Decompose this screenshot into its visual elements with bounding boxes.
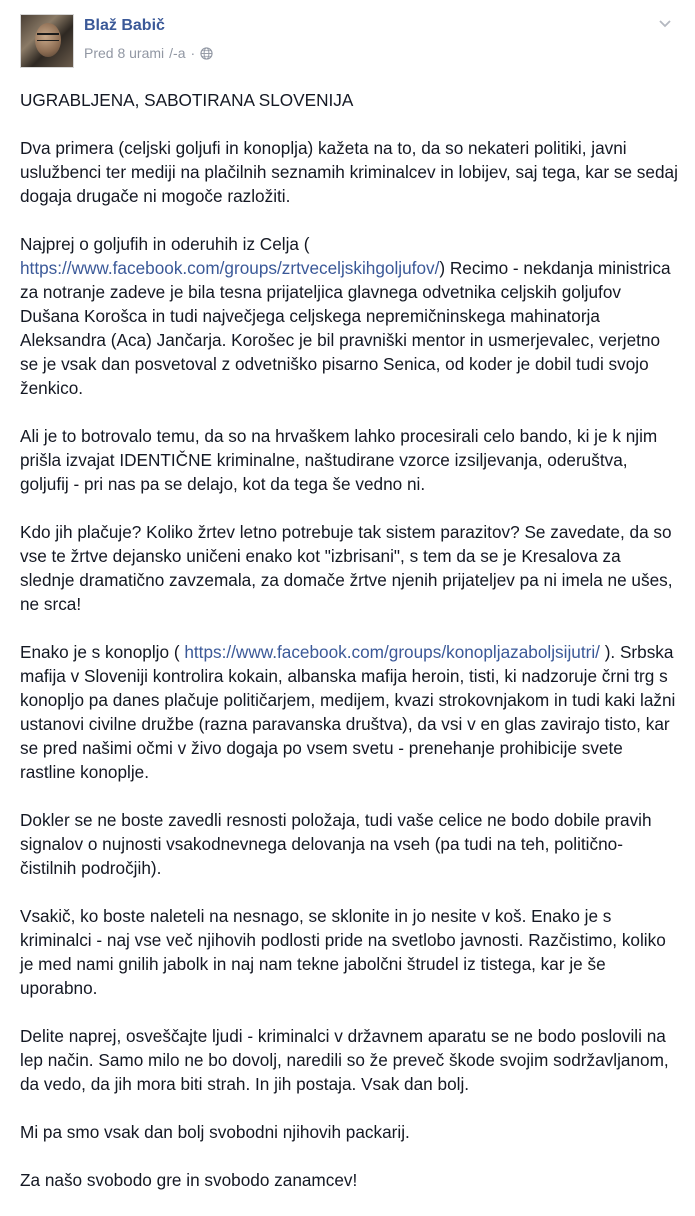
paragraph-5-text: ). Srbska mafija v Sloveniji kontrolira kokain, albanska mafija heroin, tisti, ki nadzoruje črni trg s konopljo pa danes plačuje političarjem, medijem, kvazi strokovnjakom in tudi kaki lažni ustanovi civilne družbe (razna paravanska društva), da vsi v en glas zavirajo tisto, kar se pred našimi očmi v živo dogaja po vsem svetu - prenehanje prohibicije svete rastline konoplje. xyxy=(20,642,676,782)
paragraph-2-text: ) Recimo - nekdanja ministrica za notranje zadeve je bila tesna prijateljica glavnega odvetnika celjskih goljufov Dušana Korošca in tudi največjega celjskega nepremičninskega mahinatorja Aleksandra (Aca) Jančarja. Korošec je bil pravniški mentor in usmerjevalec, verjetno se je vsak dan posvetoval z odvetniško pisarno Senica, od koder je dobil tudi svojo ženkico. xyxy=(20,258,671,398)
paragraph-9: Mi pa smo vsak dan bolj svobodni njihovih packarij. xyxy=(20,1122,410,1142)
paragraph-4: Kdo jih plačuje? Koliko žrtev letno potrebuje tak sistem parazitov? Se zavedate, da so vse te žrtve dejansko uničeni enako kot "izbrisani", s tem da se je Kresalova za slednje dramatično zavzemala, za domače žrtve njenih prijateljev pa ni imela ne ušes, ne srca! xyxy=(20,522,673,614)
paragraph-1: Dva primera (celjski goljufi in konoplja) kažeta na to, da so nekateri politiki, javni uslužbenci ter mediji na plačilnih seznamih kriminalcev in lobijev, saj tega, kar se sedaj dogaja drugače ni mogoče razložiti. xyxy=(20,138,678,206)
paragraph-5-intro: Enako je s konopljo ( xyxy=(20,642,185,662)
post-title: UGRABLJENA, SABOTIRANA SLOVENIJA xyxy=(20,90,354,110)
avatar-glasses xyxy=(37,33,59,41)
timestamp-suffix: /-a xyxy=(169,45,186,61)
paragraph-3: Ali je to botrovalo temu, da so na hrvaškem lahko procesirali celo bando, ki je k njim prišla izvajat IDENTIČNE kriminalne, naštudirane vzorce izsiljevanja, oderuštva, goljufij - pri nas pa se delajo, kot da tega še vedno ni. xyxy=(20,426,658,494)
author-name-link[interactable]: Blaž Babič xyxy=(84,17,165,34)
paragraph-6: Dokler se ne boste zavedli resnosti položaja, tudi vaše celice ne bodo dobile pravih signalov o nujnosti vsakodnevnega delovanja na vseh (pa tudi na teh, politično-čistilnih področjih). xyxy=(20,810,652,878)
post-timestamp[interactable]: Pred 8 urami xyxy=(84,45,165,61)
paragraph-2 xyxy=(20,232,678,400)
paragraph-5 xyxy=(20,640,678,784)
post-meta xyxy=(84,45,213,61)
paragraph-8: Delite naprej, osveščajte ljudi - kriminalci v državnem aparatu se ne bodo poslovili na lep način. Samo milo ne bo dovolj, naredili so že preveč škode svojim sodržavljanom, da vedo, da jih mora biti strah. In jih postaja. Vsak dan bolj. xyxy=(20,1026,669,1094)
paragraph-2-intro: Najprej o goljufih in oderuhih iz Celja ( xyxy=(20,234,310,254)
chevron-down-icon[interactable] xyxy=(657,16,673,32)
meta-dot: · xyxy=(190,45,196,61)
paragraph-7: Vsakič, ko boste naleteli na nesnago, se sklonite in jo nesite v koš. Enako je s kriminalci - naj vse več njihovih podlosti pride na svetlobo javnosti. Razčistimo, koliko je med nami gnilih jabolk in naj nam tekne jabolčni štrudel iz tistega, kar je še uporabno. xyxy=(20,906,666,998)
victims-group-link[interactable]: https://www.facebook.com/groups/zrtveceljskihgoljufov/ xyxy=(20,258,440,278)
post-header xyxy=(20,14,675,70)
cannabis-group-link[interactable]: https://www.facebook.com/groups/konopljazaboljsijutri/ xyxy=(184,642,600,662)
paragraph-10: Za našo svobodo gre in svobodo zanamcev! xyxy=(20,1170,358,1190)
avatar[interactable] xyxy=(20,14,74,68)
post-body xyxy=(20,88,678,1216)
globe-icon[interactable] xyxy=(200,47,213,60)
